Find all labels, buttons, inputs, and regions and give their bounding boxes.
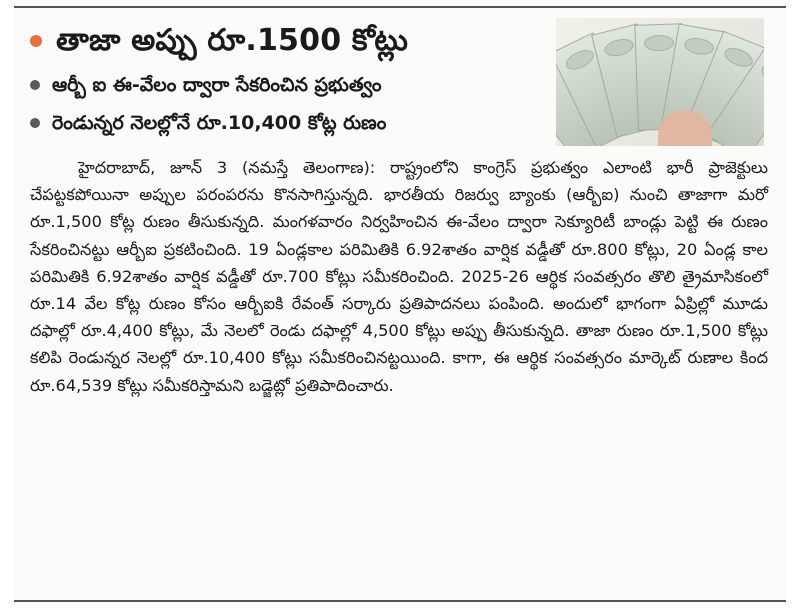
subhead: రెండున్నర నెలల్లోనే రూ.10,400 కోట్ల రుణం	[52, 112, 387, 134]
bullet-icon	[30, 118, 40, 128]
news-clipping	[14, 6, 786, 602]
headline: తాజా అప్పు రూ.1500 కోట్లు	[56, 23, 409, 58]
subhead-row	[30, 106, 550, 140]
bullet-icon	[30, 35, 42, 47]
article-body	[30, 154, 768, 399]
article-paragraph: హైదరాబాద్, జూన్ 3 (నమస్తే తెలంగాణ): రాష్ట్రంలోని కాంగ్రెస్ ప్రభుత్వం ఎలాంటి భారీ ప్రాజెక్టులు చేపట్టకపోయినా అప్పుల పరంపరను కొనసాగిస్తున్నది. భారతీయ రిజర్వు బ్యాంకు (ఆర్బీఐ) నుంచి తాజాగా మరో రూ.1,500 కోట్ల రుణం తీసుకున్నది. మంగళవారం నిర్వహించిన ఈ-వేలం ద్వారా సెక్యూరిటీ బాండ్లు పెట్టి ఈ రుణం సేకరించినట్టు ఆర్బీఐ ప్రకటించింది. 19 ఏండ్లకాల పరిమితికి 6.92శాతం వార్షిక వడ్డీతో రూ.800 కోట్లు, 20 ఏండ్ల కాల పరిమితికి 6.92శాతం వార్షిక వడ్డీతో రూ.700 కోట్లు సమీకరించింది. 2025-26 ఆర్థిక సంవత్సరం తొలి త్రైమాసికంలో రూ.14 వేల కోట్ల రుణం కోసం ఆర్బీఐకి రేవంత్ సర్కారు ప్రతిపాదనలు పంపింది. అందులో భాగంగా ఏప్రిల్లో మూడు దఫాల్లో రూ.4,400 కోట్లు, మే నెలలో రెండు దఫాల్లో 4,500 కోట్లు అప్పు తీసుకున్నది. తాజా రుణం రూ.1,500 కోట్లు కలిపి రెండున్నర నెలల్లో రూ.10,400 కోట్లు సమీకరించినట్టయింది. కాగా, ఈ ఆర్థిక సంవత్సరం మార్కెట్ రుణాల కింద రూ.64,539 కోట్లు సమీకరిస్తామని బడ్జెట్లో ప్రతిపాదించారు.	[30, 158, 768, 395]
subhead-row	[30, 68, 550, 102]
bullet-icon	[30, 80, 40, 90]
headline-row	[30, 18, 550, 64]
headline-block	[30, 18, 550, 144]
subhead: ఆర్బీ ఐ ఈ-వేలం ద్వారా సేకరించిన ప్రభుత్వం	[52, 74, 382, 96]
banknotes-photo	[556, 18, 764, 146]
